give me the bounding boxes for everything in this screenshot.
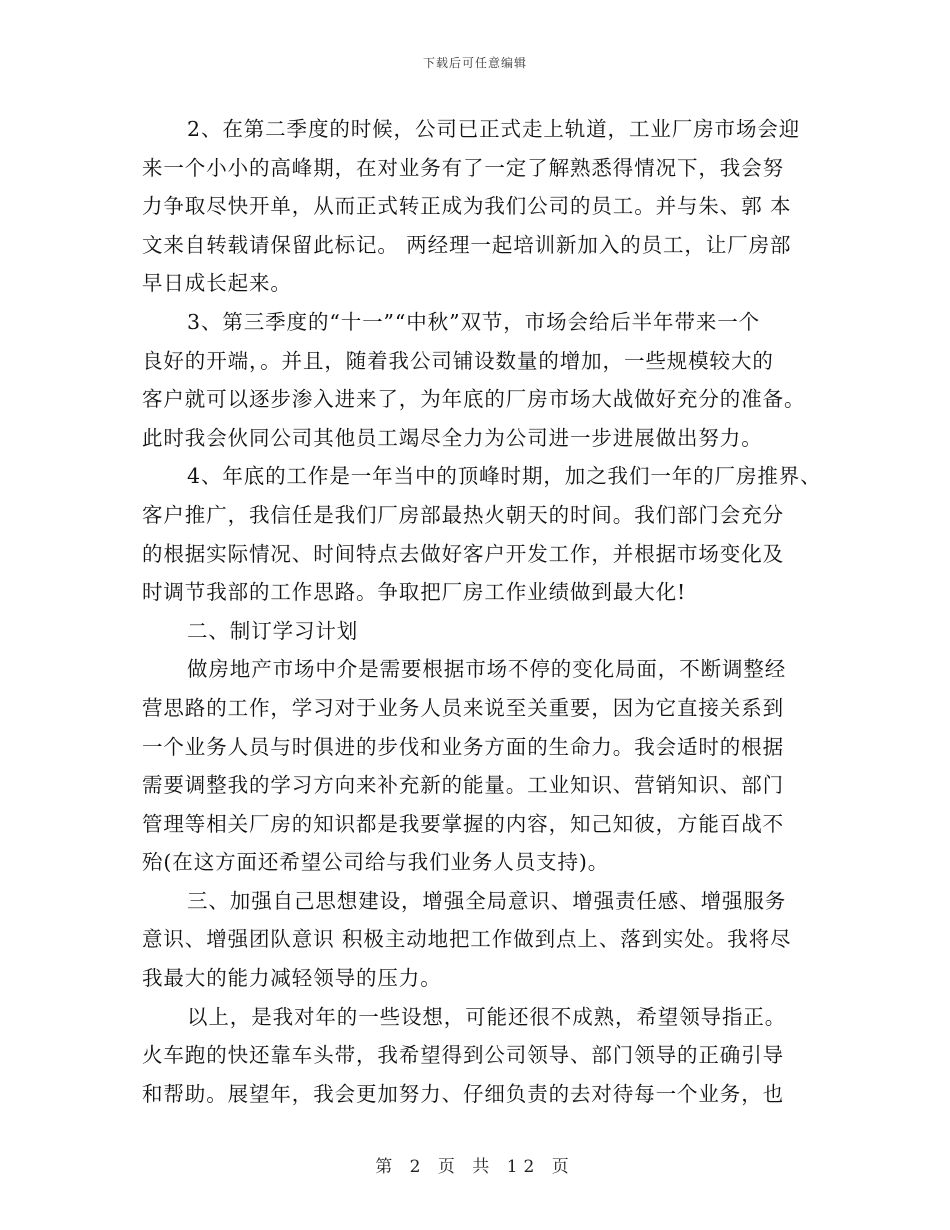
section-heading: 二、制订学习计划 (187, 618, 359, 643)
page-header: 下载后可任意编辑 (422, 56, 527, 70)
text-line: 殆(在这方面还希望公司给与我们业务人员支持)。 (142, 850, 610, 875)
document-body (142, 110, 822, 1113)
text-line: 早日成长起来。 (142, 271, 292, 296)
section-heading: 三、加强自己思想建设，增强全局意识、增强责任感、增强服务 (187, 888, 787, 913)
text-line: 时调节我部的工作思路。争取把厂房工作业绩做到最大化! (142, 580, 687, 605)
text-line: 3、第三季度的“十一”“中秋”双节，市场会给后半年带来一个 (187, 309, 761, 334)
text-line: 力争取尽快开单，从而正式转正成为我们公司的员工。并与朱、郭 本 (142, 194, 792, 219)
text-line: 文来自转载请保留此标记。 两经理一起培训新加入的员工，让厂房部 (142, 232, 792, 257)
text-line: 良好的开端，。并且，随着我公司铺设数量的增加，一些规模较大的 (142, 348, 774, 373)
text-line: 需要调整我的学习方向来补充新的能量。工业知识、营销知识、部门 (142, 773, 784, 798)
text-line: 2、在第二季度的时候，公司已正式走上轨道，工业厂房市场会迎 (187, 117, 801, 141)
text-line: 我最大的能力减轻领导的压力。 (142, 966, 442, 991)
text-line: 做房地产市场中介是需要根据市场不停的变化局面，不断调整经 (187, 657, 787, 682)
text-line: 来一个小小的高峰期，在对业务有了一定了解熟悉得情况下，我会努 (142, 155, 784, 180)
text-line: 的根据实际情况、时间特点去做好客户开发工作，并根据市场变化及 (142, 541, 784, 566)
text-line: 4、年底的工作是一年当中的顶峰时期，加之我们一年的厂房推界、 (187, 464, 822, 489)
text-line: 火车跑的快还靠车头带，我希望得到公司领导、部门领导的正确引导 (142, 1043, 784, 1068)
text-line: 营思路的工作，学习对于业务人员来说至关重要，因为它直接关系到 (142, 695, 784, 720)
text-line: 和帮助。展望年，我会更加努力、仔细负责的去对待每一个业务，也 (142, 1081, 784, 1106)
text-line: 一个业务人员与时俱进的步伐和业务方面的生命力。我会适时的根据 (142, 734, 784, 759)
text-line: 客户就可以逐步渗入进来了，为年底的厂房市场大战做好充分的准备。 (142, 387, 806, 412)
text-line: 管理等相关厂房的知识都是我要掌握的内容，知己知彼，方能百战不 (142, 811, 784, 836)
page-number-footer: 第 2 页 共 12 页 (375, 1157, 575, 1177)
text-line: 客户推广，我信任是我们厂房部最热火朝天的时间。我们部门会充分 (142, 502, 784, 527)
text-line: 意识、增强团队意识 积极主动地把工作做到点上、落到实处。我将尽 (142, 927, 792, 952)
text-line: 此时我会伙同公司其他员工竭尽全力为公司进一步进展做出努力。 (142, 425, 763, 450)
text-line: 以上，是我对年的一些设想，可能还很不成熟，希望领导指正。 (187, 1004, 787, 1029)
